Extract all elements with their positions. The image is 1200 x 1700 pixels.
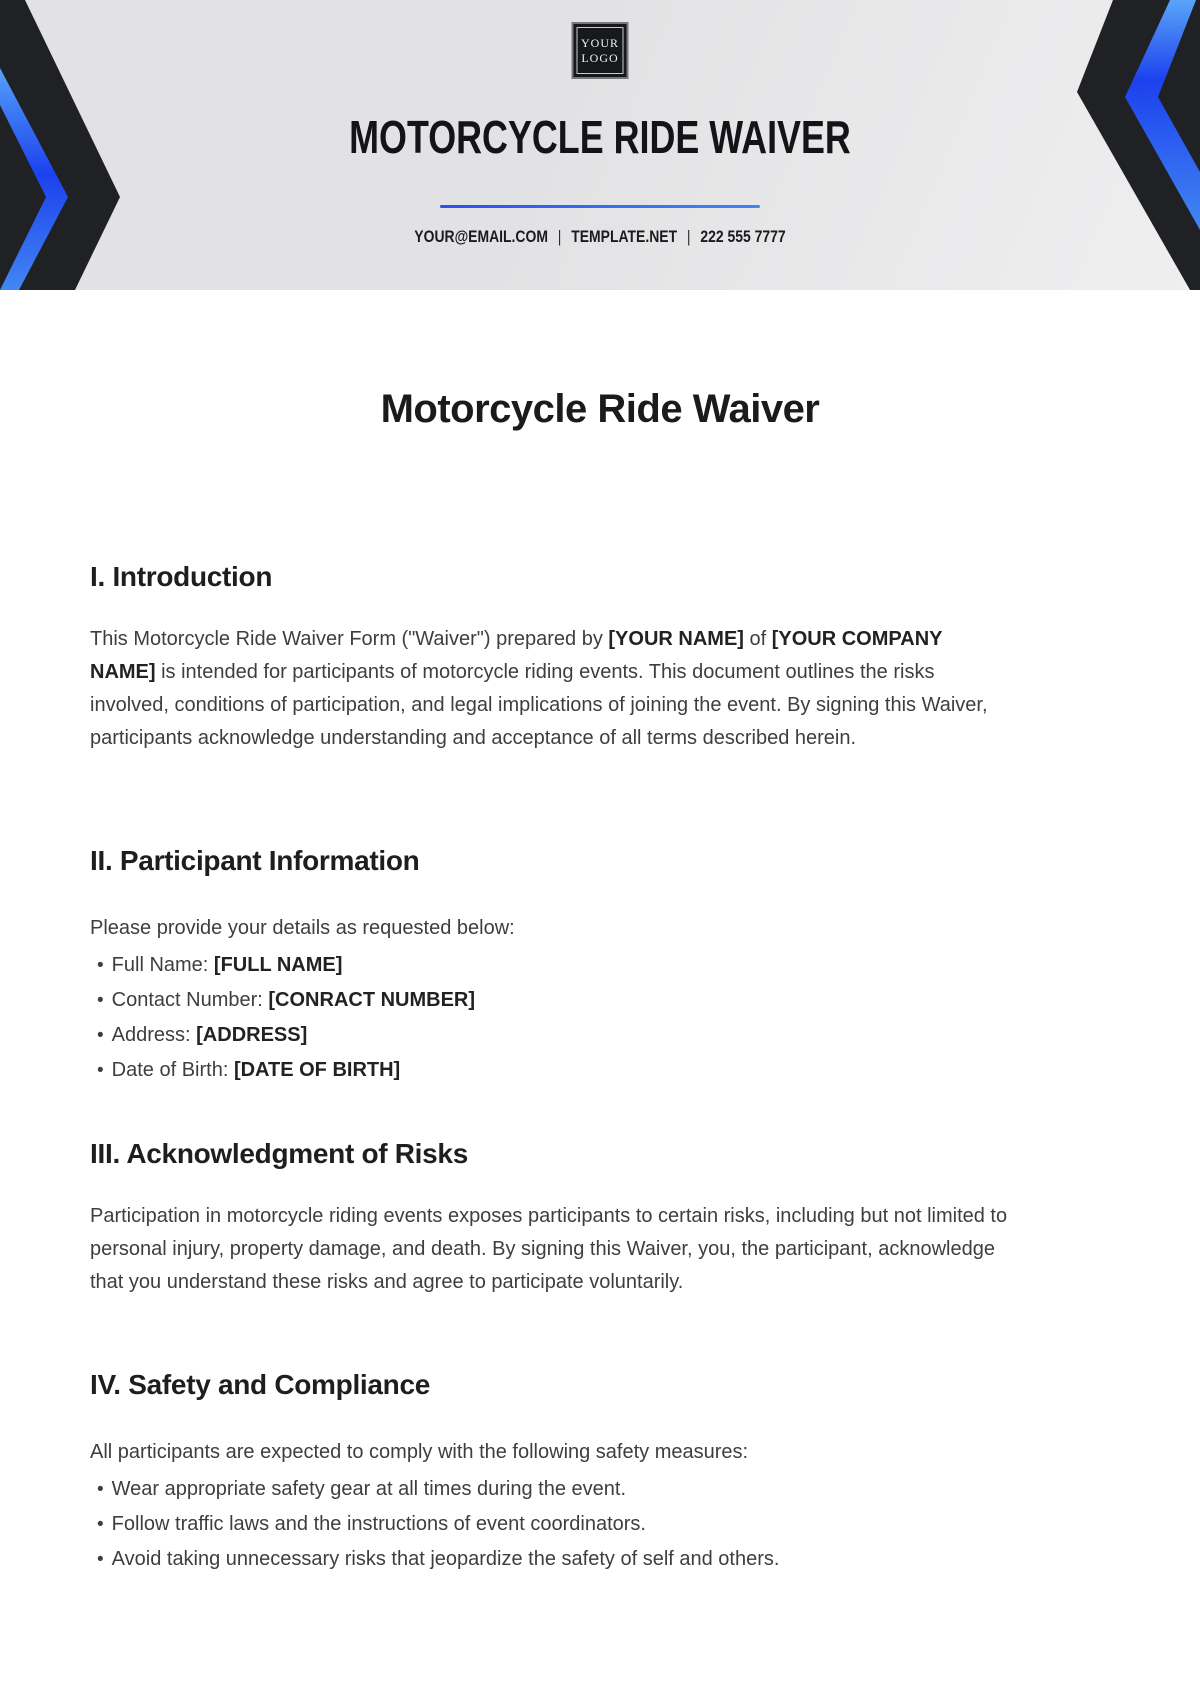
list-item-text (112, 983, 475, 1017)
item-label: Contact Number: (111, 989, 269, 1011)
logo-text-line2: LOGO (581, 50, 619, 65)
document-body (0, 290, 1200, 1577)
safety-measures-list (90, 1472, 1110, 1577)
placeholder-company-name: [YOUR COMPANY NAME] (90, 628, 943, 683)
list-item-traffic-laws (90, 1507, 1050, 1542)
list-item-safety-gear (90, 1472, 1050, 1507)
section-heading-participant-information: II. Participant Information (90, 845, 420, 876)
placeholder-your-name: [YOUR NAME] (608, 628, 744, 650)
list-item-date-of-birth (90, 1053, 1050, 1088)
section-introduction (90, 559, 1110, 755)
contact-bar (108, 227, 1092, 247)
list-item-contact-number (90, 983, 1050, 1018)
phone-text: 222 555 7777 (700, 227, 786, 246)
placeholder-full-name: [FULL NAME] (213, 954, 343, 976)
bullet-icon: • (97, 955, 104, 976)
paragraph-text: of (743, 628, 772, 650)
header-divider (440, 205, 760, 208)
header-banner (0, 0, 1200, 290)
bullet-icon: • (97, 1479, 104, 1500)
placeholder-contact-number: [CONRACT NUMBER] (268, 989, 476, 1011)
separator: | (557, 227, 562, 246)
bullet-icon: • (97, 1025, 104, 1046)
item-label: Address: (111, 1024, 197, 1046)
section-safety-and-compliance (90, 1367, 1110, 1577)
list-item-text (112, 1053, 401, 1087)
email-text: YOUR@EMAIL.COM (414, 227, 548, 246)
participant-info-list (90, 948, 1110, 1088)
bullet-icon: • (97, 1549, 104, 1570)
section-acknowledgment-of-risks (90, 1136, 1110, 1299)
header-title: MOTORCYCLE RIDE WAIVER (349, 111, 851, 163)
bullet-icon: • (97, 990, 104, 1011)
item-label: Full Name: (111, 954, 214, 976)
introduction-paragraph (90, 623, 1010, 755)
list-item-text: Follow traffic laws and the instructions of event coordinators. (111, 1513, 646, 1535)
bullet-icon: • (97, 1060, 104, 1081)
item-label: Date of Birth: (111, 1059, 234, 1081)
paragraph-text: is intended for participants of motorcycle riding events. This document outlines the risks involved, conditions of participation, and legal implications of joining the event. By signing this Waiver, participants acknowledge understanding and acceptance of all terms described herein. (90, 661, 988, 749)
list-item-text (112, 1018, 308, 1052)
document-title: Motorcycle Ride Waiver (380, 387, 820, 431)
list-item-text: Avoid taking unnecessary risks that jeopardize the safety of self and others. (111, 1548, 780, 1570)
placeholder-date-of-birth: [DATE OF BIRTH] (233, 1059, 401, 1081)
placeholder-address: [ADDRESS] (196, 1024, 308, 1046)
safety-intro: All participants are expected to comply with the following safety measures: (90, 1441, 749, 1463)
logo (572, 22, 629, 79)
left-chevron-dark (0, 0, 120, 290)
participant-info-intro: Please provide your details as requested below: (90, 917, 515, 939)
logo-text-line1: YOUR (580, 35, 619, 50)
risks-paragraph: Participation in motorcycle riding events exposes participants to certain risks, including but not limited to personal injury, property damage, and death. By signing this Waiver, you, the participant, acknowledge that you understand these risks and agree to participate voluntarily. (90, 1205, 1008, 1293)
bullet-icon: • (97, 1514, 104, 1535)
separator: | (686, 227, 691, 246)
list-item-text (112, 948, 343, 982)
list-item-full-name (90, 948, 1050, 983)
section-heading-introduction: I. Introduction (90, 561, 273, 592)
section-participant-information (90, 843, 1110, 1088)
paragraph-text: This Motorcycle Ride Waiver Form ("Waiver") prepared by (90, 628, 609, 650)
section-heading-safety: IV. Safety and Compliance (90, 1369, 431, 1400)
section-heading-acknowledgment: III. Acknowledgment of Risks (90, 1138, 468, 1169)
list-item-avoid-risks (90, 1542, 1050, 1577)
list-item-address (90, 1018, 1050, 1053)
website-text: TEMPLATE.NET (571, 227, 678, 246)
logo-frame (577, 27, 624, 74)
list-item-text: Wear appropriate safety gear at all times during the event. (111, 1478, 627, 1500)
